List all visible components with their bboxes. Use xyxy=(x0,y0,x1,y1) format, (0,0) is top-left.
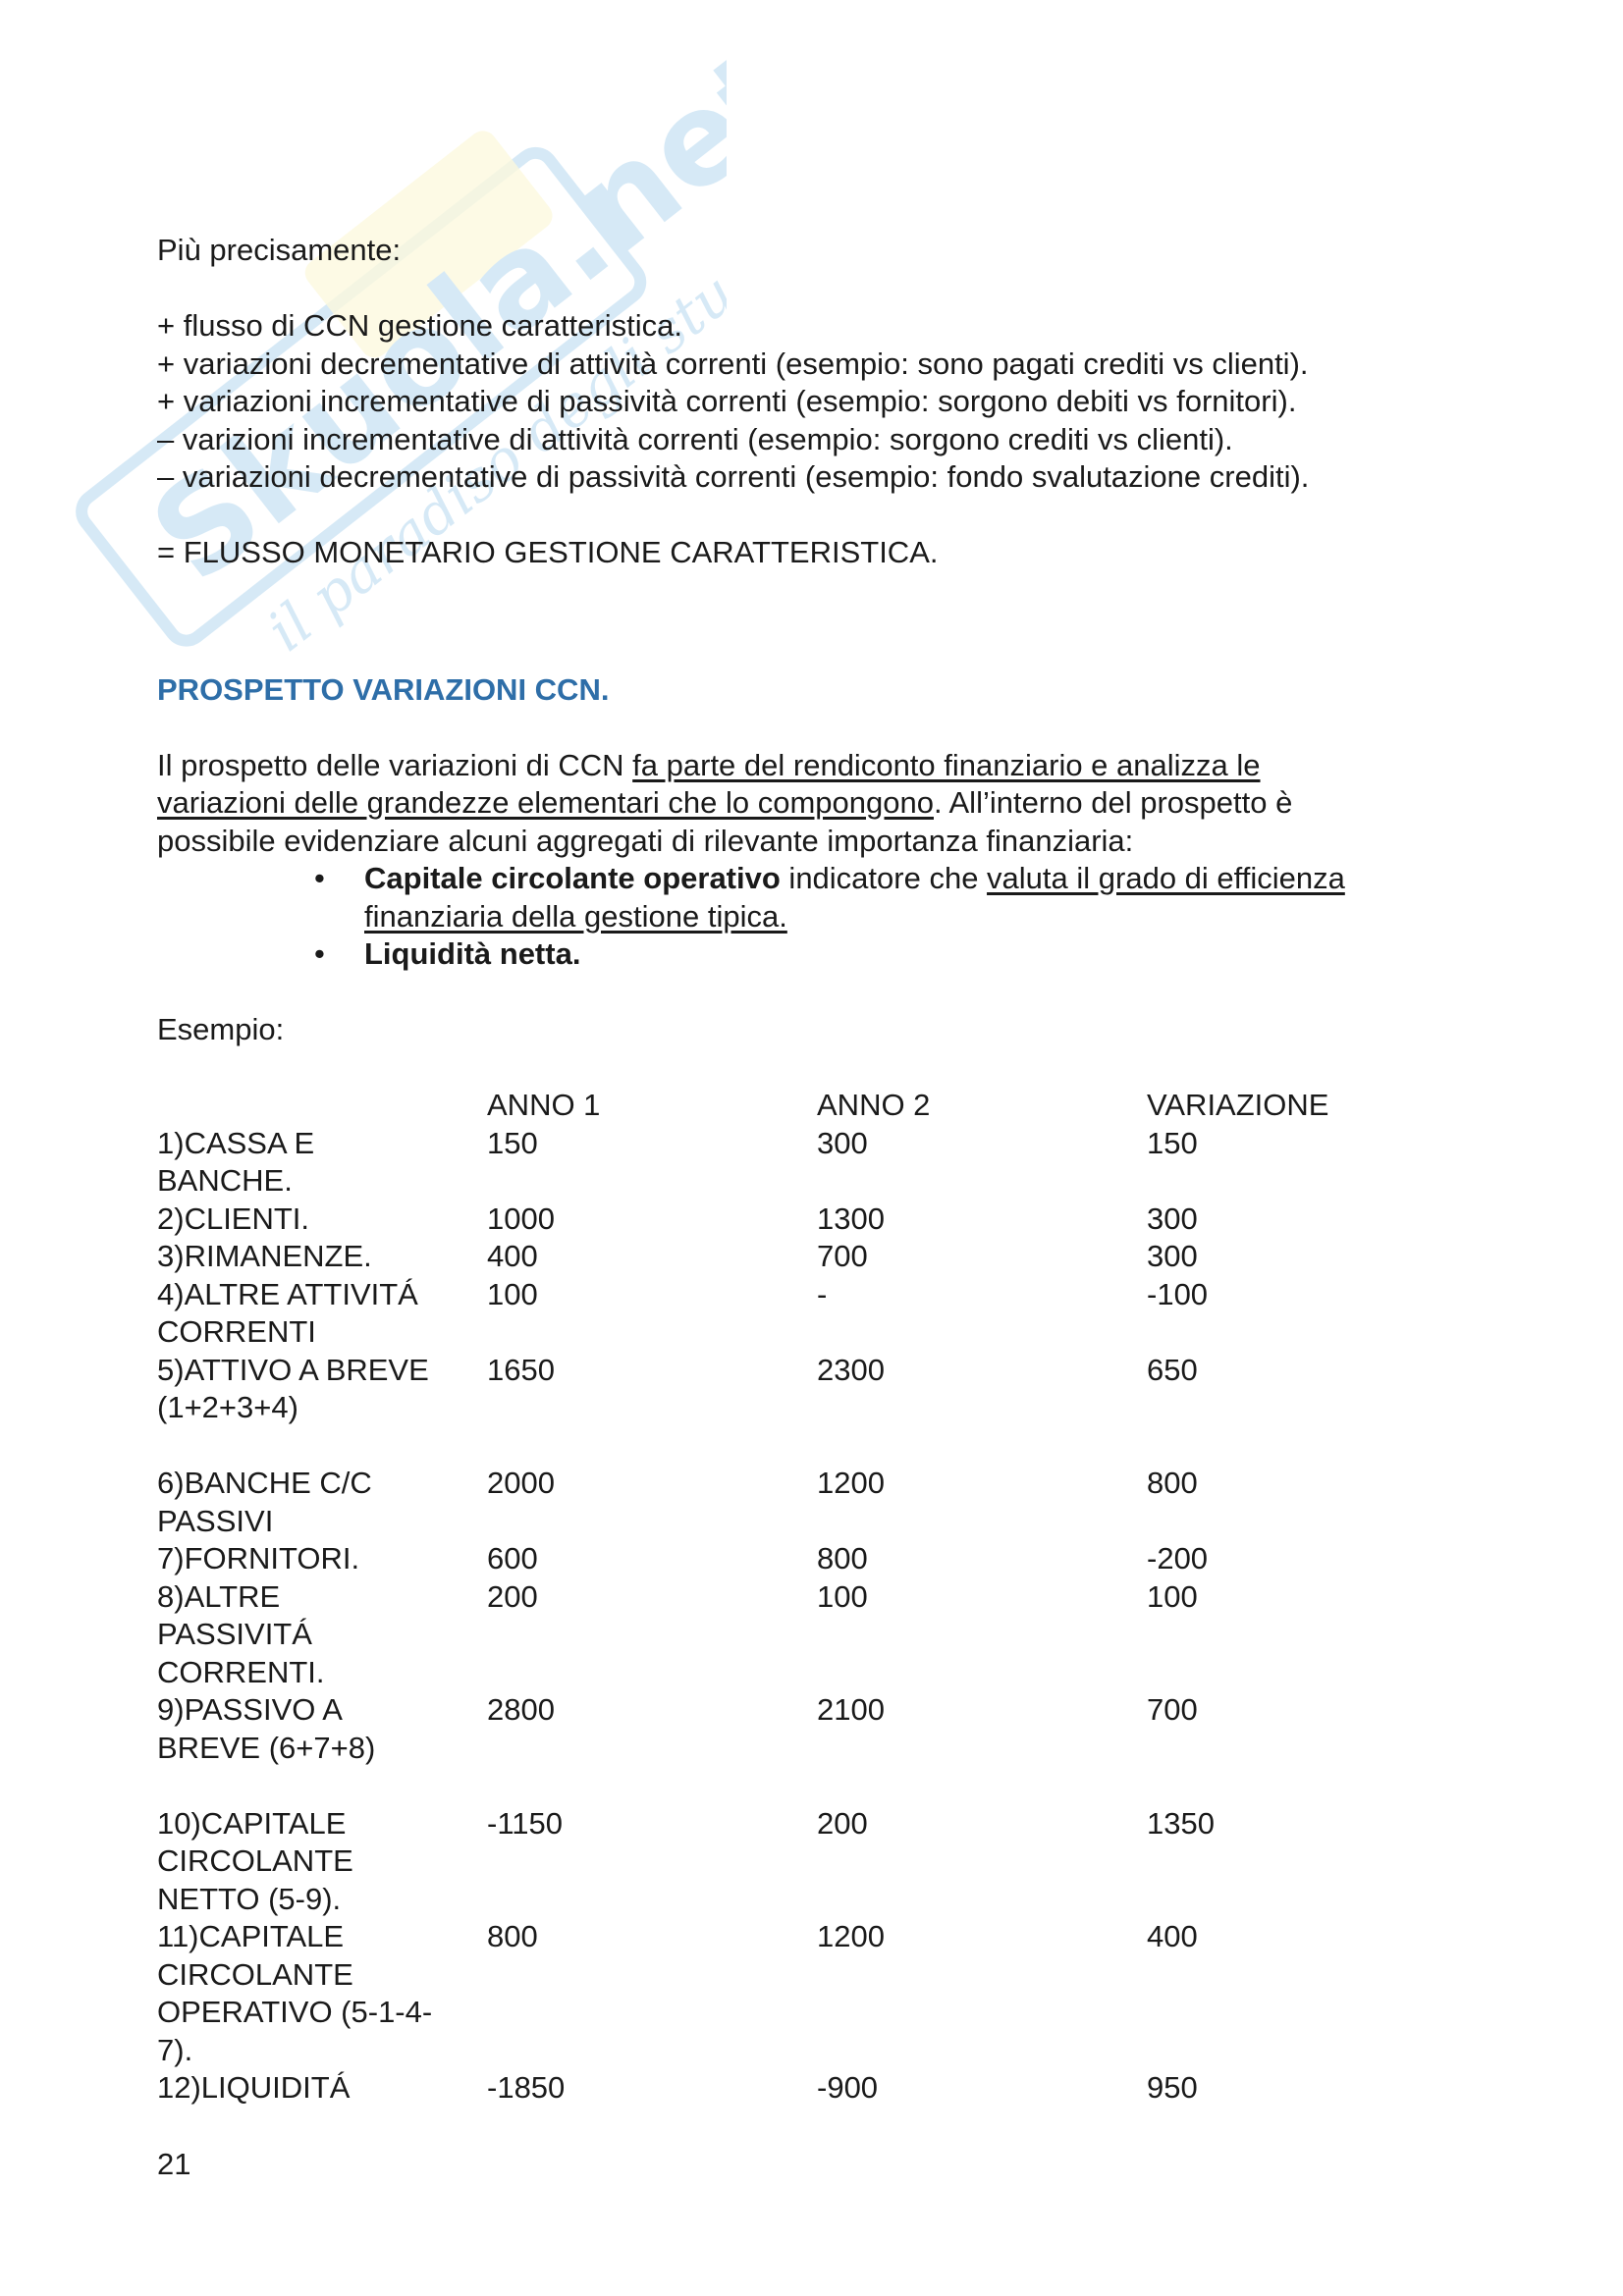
bullet-bold: Capitale circolante operativo xyxy=(364,861,781,895)
row-label xyxy=(157,1238,487,1276)
table-spacer xyxy=(157,1427,1441,1466)
row-label xyxy=(157,1276,487,1352)
table-header-row xyxy=(157,1087,1441,1125)
table-row xyxy=(157,1918,1441,2069)
table-row xyxy=(157,1691,1441,1767)
anno1-value: 1650 xyxy=(487,1352,555,1387)
row-label-line: 1)CASSA E xyxy=(157,1125,315,1160)
table-row xyxy=(157,1125,1441,1201)
paragraph-underlined: fa parte del rendiconto finanziario e analizza le xyxy=(632,747,1261,782)
anno1-value: 600 xyxy=(487,1541,538,1575)
intro-paragraph xyxy=(157,747,1473,861)
bullet-icon: • xyxy=(314,861,325,895)
anno2-value: 100 xyxy=(817,1578,868,1614)
table-row xyxy=(157,1578,1441,1692)
list-item xyxy=(157,860,1473,935)
variazione-value: 100 xyxy=(1147,1578,1198,1614)
row-label xyxy=(157,2069,487,2108)
variazione-value: 400 xyxy=(1147,1919,1198,1953)
paragraph-text: Il prospetto delle variazioni di CCN xyxy=(157,747,633,782)
anno1-value: 150 xyxy=(487,1125,538,1160)
anno1-value: 400 xyxy=(487,1239,538,1273)
row-label xyxy=(157,1540,487,1578)
table-row xyxy=(157,1201,1441,1239)
anno1-value: 100 xyxy=(487,1276,538,1311)
row-label-line: 7)FORNITORI. xyxy=(157,1541,360,1575)
ccn-variation-table xyxy=(157,1087,1441,2108)
row-label-line: 6)BANCHE C/C xyxy=(157,1466,372,1500)
flow-line: + flusso di CCN gestione caratteristica. xyxy=(157,308,682,343)
variazione-value: -100 xyxy=(1147,1276,1209,1311)
row-label-line: 9)PASSIVO A xyxy=(157,1692,343,1727)
bullet-underlined: valuta il grado di efficienza finanziaria della gestione tipica. xyxy=(364,861,1345,934)
table-row xyxy=(157,1352,1441,1427)
variazione-value: 300 xyxy=(1147,1239,1198,1273)
row-label-line: PASSIVITÁ xyxy=(157,1617,312,1651)
row-label-line: 10)CAPITALE xyxy=(157,1805,347,1841)
bullet-list xyxy=(157,860,1473,974)
row-label-line: 3)RIMANENZE. xyxy=(157,1239,372,1273)
row-label-line: 7). xyxy=(157,2032,193,2067)
table-header: VARIAZIONE xyxy=(1147,1088,1329,1122)
paragraph-text: possibile evidenziare alcuni aggregati di rilevante importanza finanziaria: xyxy=(157,823,1134,858)
anno2-value: -900 xyxy=(817,2070,879,2105)
row-label-line: (1+2+3+4) xyxy=(157,1390,298,1424)
anno2-value: 1300 xyxy=(817,1201,885,1236)
row-label-line: BREVE (6+7+8) xyxy=(157,1730,376,1765)
watermark-brand: Skuola.net xyxy=(124,59,727,611)
row-label xyxy=(157,1352,487,1427)
row-label-line: 5)ATTIVO A BREVE xyxy=(157,1352,429,1387)
paragraph-underlined: variazioni delle grandezze elementari che lo compongono xyxy=(157,785,934,820)
variazione-value: 150 xyxy=(1147,1125,1198,1160)
anno1-value: 1000 xyxy=(487,1201,555,1236)
table-header: ANNO 1 xyxy=(487,1088,601,1122)
row-label-line: 8)ALTRE xyxy=(157,1578,281,1614)
row-label xyxy=(157,1918,487,2069)
table-header xyxy=(157,1087,487,1125)
table-row xyxy=(157,1465,1441,1540)
row-label-line: BANCHE. xyxy=(157,1163,293,1198)
anno1-value: 200 xyxy=(487,1578,538,1614)
anno1-value: 2800 xyxy=(487,1692,555,1727)
bullet-bold: Liquidità netta. xyxy=(364,936,581,971)
anno1-value: 2000 xyxy=(487,1466,555,1500)
table-header: ANNO 2 xyxy=(817,1088,931,1122)
row-label-line: CORRENTI xyxy=(157,1314,316,1349)
result-line: = FLUSSO MONETARIO GESTIONE CARATTERISTICA. xyxy=(157,535,939,569)
row-label-line: 4)ALTRE ATTIVITÁ xyxy=(157,1276,418,1311)
row-label xyxy=(157,1201,487,1239)
row-label-line: CORRENTI. xyxy=(157,1654,325,1689)
anno2-value: 1200 xyxy=(817,1466,885,1500)
table-row xyxy=(157,1238,1441,1276)
variazione-value: 300 xyxy=(1147,1201,1198,1236)
anno2-value: 2100 xyxy=(817,1692,885,1727)
section-heading: PROSPETTO VARIAZIONI CCN. xyxy=(157,671,610,707)
row-label xyxy=(157,1465,487,1540)
anno2-value: 700 xyxy=(817,1239,868,1273)
variazione-value: 700 xyxy=(1147,1692,1198,1727)
anno2-value: - xyxy=(817,1276,828,1311)
variazione-value: 1350 xyxy=(1147,1805,1215,1841)
row-label xyxy=(157,1125,487,1201)
row-label-line: 2)CLIENTI. xyxy=(157,1201,310,1236)
paragraph-text: . All’interno del prospetto è xyxy=(933,785,1293,820)
variazione-value: 950 xyxy=(1147,2070,1198,2105)
row-label-line: OPERATIVO (5-1-4- xyxy=(157,1995,433,2029)
document-page xyxy=(157,232,1473,2108)
intro-text: Più precisamente: xyxy=(157,233,402,267)
watermark-tagline: il paradiso degli studenti xyxy=(254,168,727,665)
anno2-value: 800 xyxy=(817,1541,868,1575)
bullet-icon: • xyxy=(314,936,325,971)
bullet-text: indicatore che xyxy=(780,861,988,895)
anno2-value: 1200 xyxy=(817,1919,885,1953)
page-number: 21 xyxy=(157,2147,191,2181)
row-label-line: 11)CAPITALE xyxy=(157,1919,345,1953)
variazione-value: -200 xyxy=(1147,1541,1209,1575)
row-label xyxy=(157,1691,487,1767)
flow-line: + variazioni decrementative di attività correnti (esempio: sono pagati crediti vs clienti). xyxy=(157,346,1309,381)
variazione-value: 650 xyxy=(1147,1352,1198,1387)
flow-line: + variazioni incrementative di passività correnti (esempio: sorgono debiti vs fornitori). xyxy=(157,384,1297,418)
anno2-value: 200 xyxy=(817,1805,868,1841)
table-row xyxy=(157,1805,1441,1919)
anno1-value: 800 xyxy=(487,1919,538,1953)
anno2-value: 300 xyxy=(817,1125,868,1160)
row-label xyxy=(157,1578,487,1692)
row-label-line: CIRCOLANTE xyxy=(157,1843,353,1878)
anno1-value: -1850 xyxy=(487,2070,566,2105)
row-label-line: CIRCOLANTE xyxy=(157,1956,353,1992)
flow-line: – variazioni decrementative di passività correnti (esempio: fondo svalutazione crediti). xyxy=(157,459,1310,494)
anno1-value: -1150 xyxy=(487,1805,563,1841)
table-row xyxy=(157,2069,1441,2108)
anno2-value: 2300 xyxy=(817,1352,885,1387)
row-label-line: PASSIVI xyxy=(157,1503,274,1538)
row-label-line: 12)LIQUIDITÁ xyxy=(157,2070,351,2105)
table-row xyxy=(157,1276,1441,1352)
flow-line: – varizioni incrementative di attività correnti (esempio: sorgono crediti vs clienti). xyxy=(157,421,1233,456)
list-item xyxy=(157,935,1473,974)
example-label: Esempio: xyxy=(157,1012,285,1046)
row-label-line: NETTO (5-9). xyxy=(157,1881,342,1916)
row-label xyxy=(157,1805,487,1919)
table-row xyxy=(157,1540,1441,1578)
variazione-value: 800 xyxy=(1147,1466,1198,1500)
table-spacer xyxy=(157,1767,1441,1805)
